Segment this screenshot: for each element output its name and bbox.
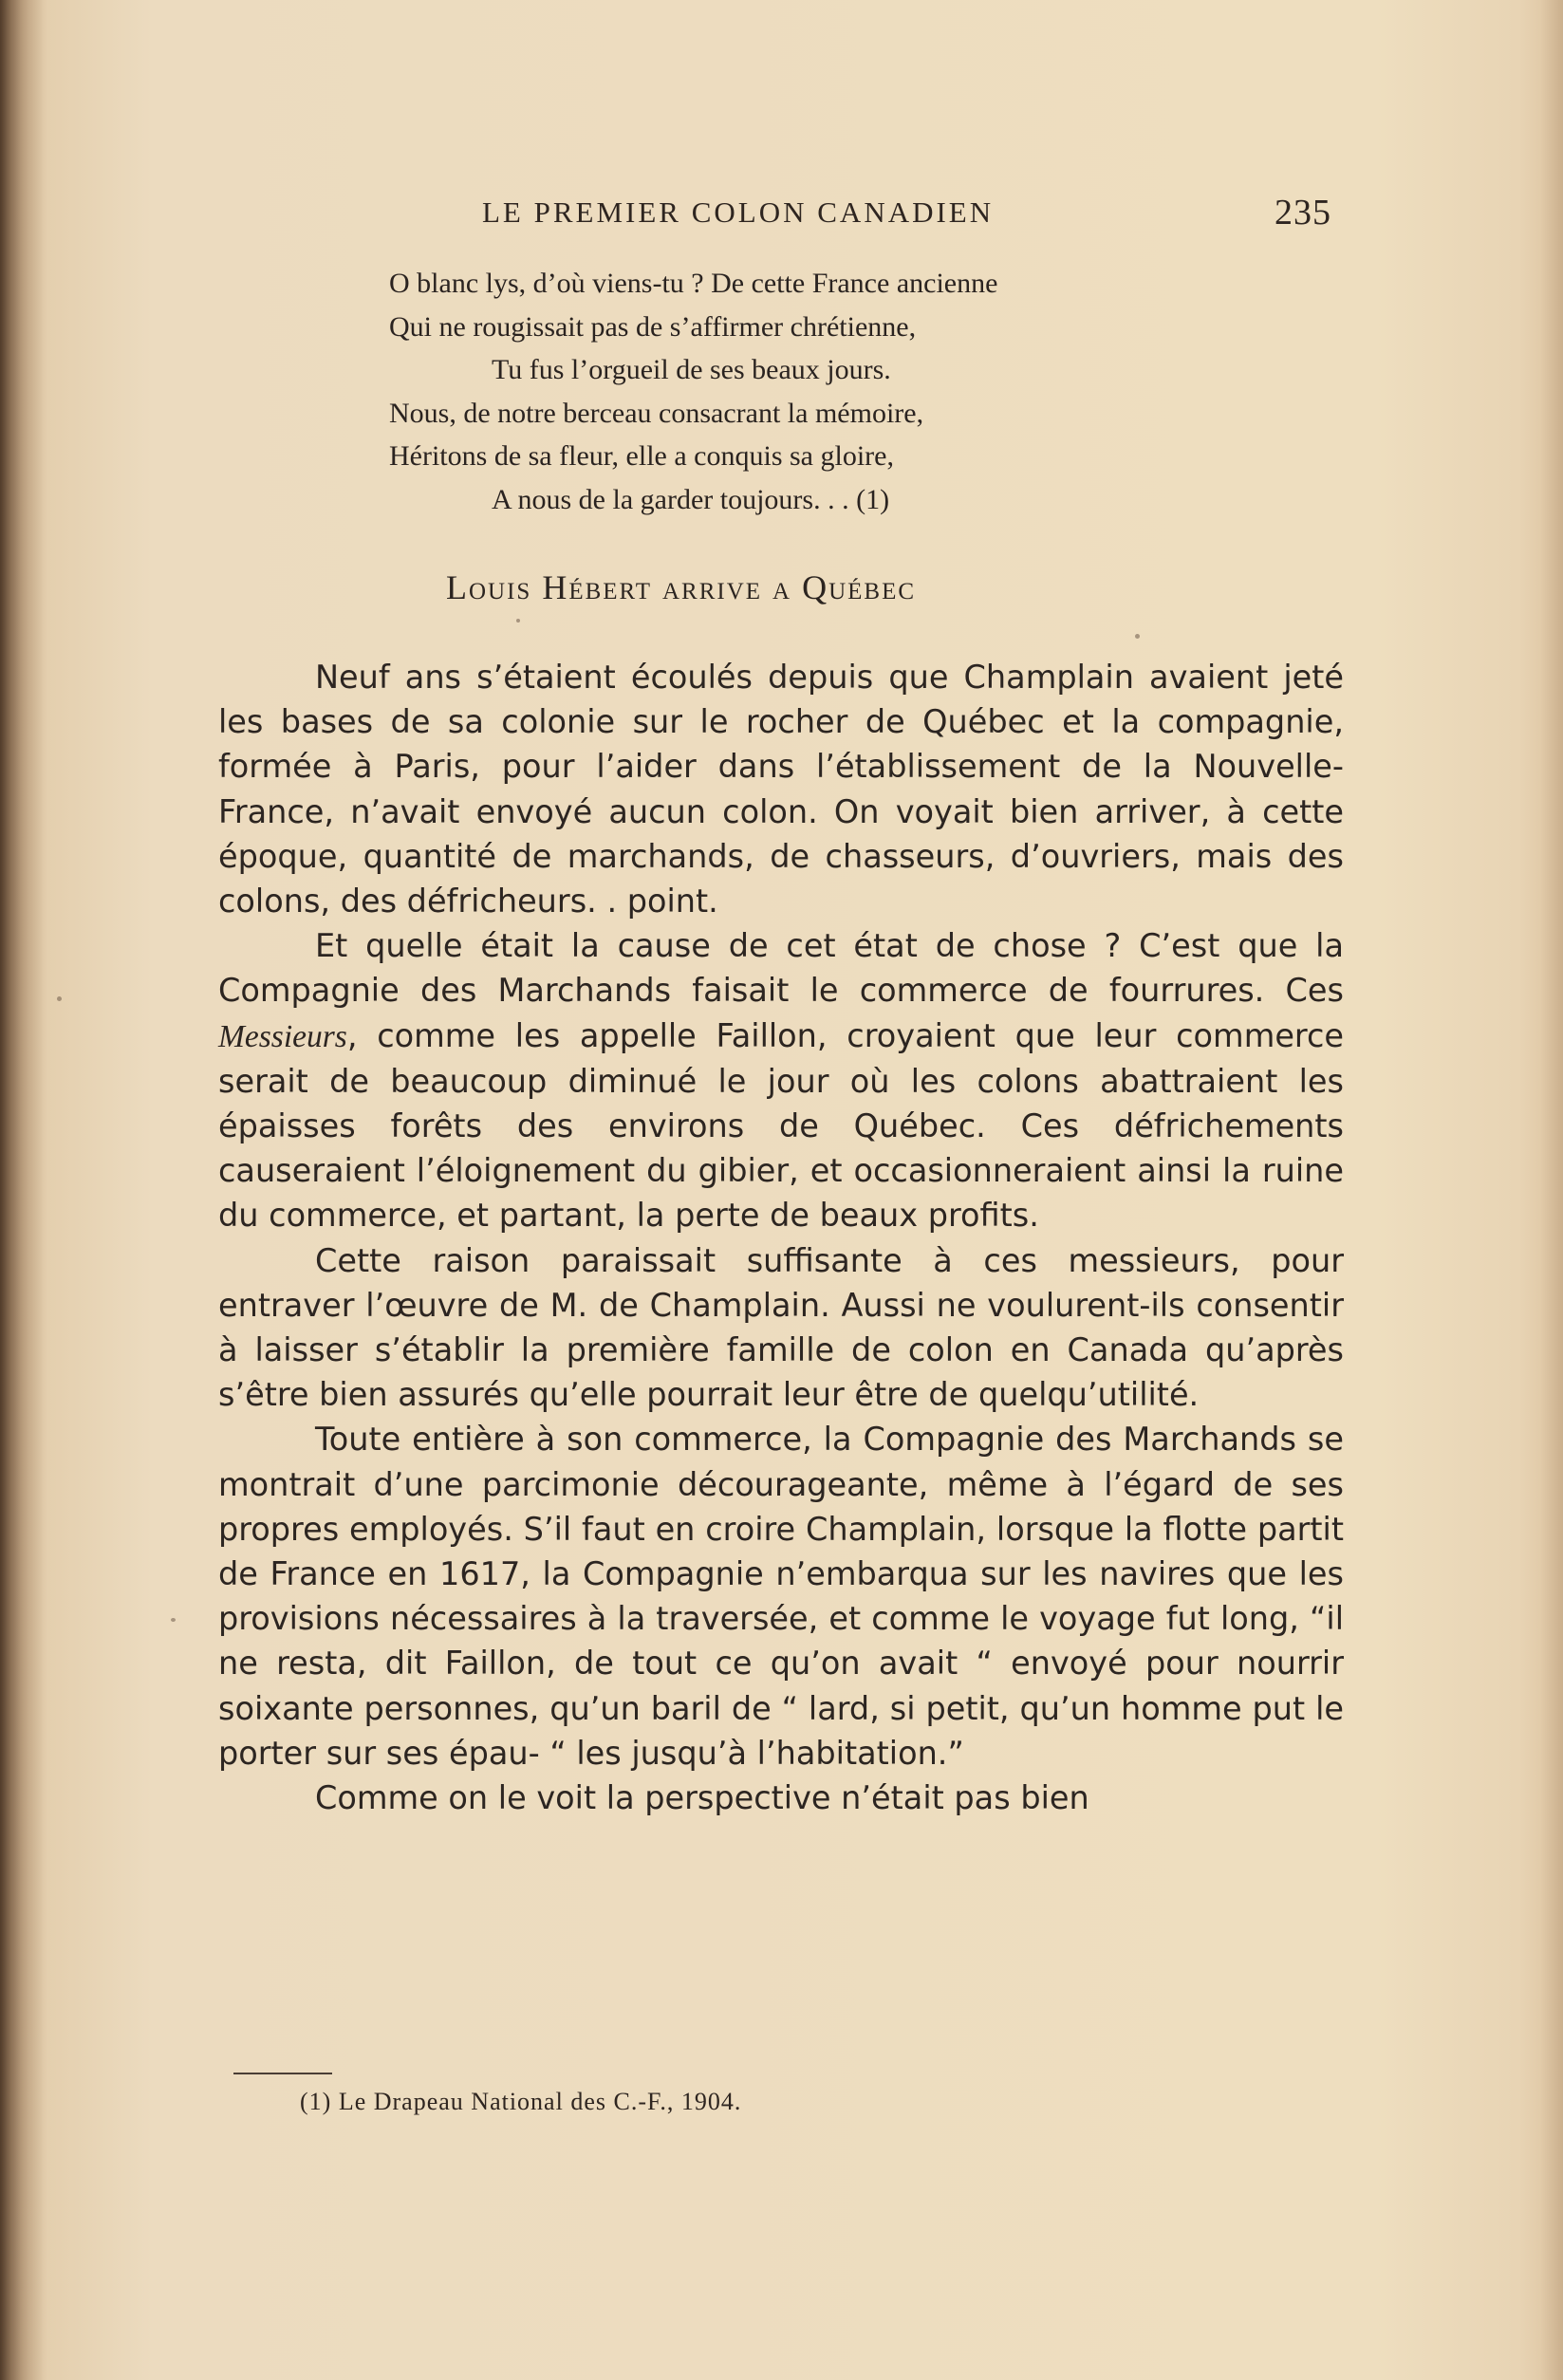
poem-line: Nous, de notre berceau consacrant la mémoire,: [389, 397, 924, 429]
section-heading: Louis Hébert arrive a Québec: [446, 568, 917, 606]
paragraph: Cette raison paraissait suffisante à ces messieurs, pour entraver l’œuvre de M. de Champlain. Aussi ne voulurent-ils consentir à laisser s’établir la première famille de colon en Canada qu’après s’être bien assurés qu’elle pourrait leur être de quelqu’utilité.: [218, 1241, 1344, 1414]
ink-speck: [171, 1618, 176, 1622]
paragraph-text: , comme les appelle Faillon, croyaient que leur commerce serait de beaucoup diminué le jour où les colons abattraient les épaisses forêts des environs de Québec. Ces défrichements causeraient l’éloignement du gibier, et occasionneraient ainsi la ruine du commerce, et partant, la perte de beaux profits.: [218, 1016, 1344, 1235]
body-text: [218, 655, 1344, 1820]
paragraph: Comme on le voit la perspective n’était pas bien: [315, 1779, 1089, 1817]
paragraph: [218, 923, 1344, 1237]
page-edge-shadow: [1540, 0, 1563, 2380]
poem-line: Tu fus l’orgueil de ses beaux jours.: [492, 354, 891, 385]
ink-speck: [516, 619, 520, 623]
footnote-divider: [233, 2073, 332, 2074]
poem-epigraph: [389, 262, 1243, 521]
binding-shadow: [0, 0, 44, 2380]
footnote: (1) Le Drapeau National des C.-F., 1904.: [300, 2088, 742, 2115]
poem-line: A nous de la garder toujours. . . (1): [492, 483, 890, 515]
ink-speck: [57, 996, 62, 1001]
poem-line: Héritons de sa fleur, elle a conquis sa gloire,: [389, 440, 894, 472]
paragraph: Toute entière à son commerce, la Compagnie des Marchands se montrait d’une parcimonie décourageante, même à l’égard de ses propres employés. S’il faut en croire Champlain, lorsque la flotte partit de France en 1617, la Compagnie n’embarqua sur les navires que les provisions nécessaires à la traversée, et comme le voyage fut long, “il ne resta, dit Faillon, de tout ce qu’on avait “ envoyé pour nourrir soixante personnes, qu’un baril de “ lard, si petit, qu’un homme put le porter sur ses épau- “ les jusqu’à l’habitation.”: [218, 1421, 1344, 1772]
italic-term: Messieurs: [218, 1018, 347, 1054]
poem-line: Qui ne rougissait pas de s’affirmer chrétienne,: [389, 310, 917, 343]
poem-line: O blanc lys, d’où viens-tu ? De cette France ancienne: [389, 268, 998, 299]
page-number: 235: [1275, 193, 1331, 232]
paragraph: Neuf ans s’étaient écoulés depuis que Champlain avaient jeté les bases de sa colonie sur le rocher de Québec et la compagnie, formée à Paris, pour l’aider dans l’établissement de la Nouvelle-France, n’avait envoyé aucun colon. On voyait bien arriver, à cette époque, quantité de marchands, de chasseurs, d’ouvriers, mais des colons, des défricheurs. . point.: [218, 659, 1344, 920]
paragraph-text: Et quelle était la cause de cet état de chose ? C’est que la Compagnie des Marchands faisait le commerce de fourrures. Ces: [218, 927, 1344, 1010]
running-head-title: LE PREMIER COLON CANADIEN: [482, 195, 995, 229]
ink-speck: [1135, 634, 1140, 639]
